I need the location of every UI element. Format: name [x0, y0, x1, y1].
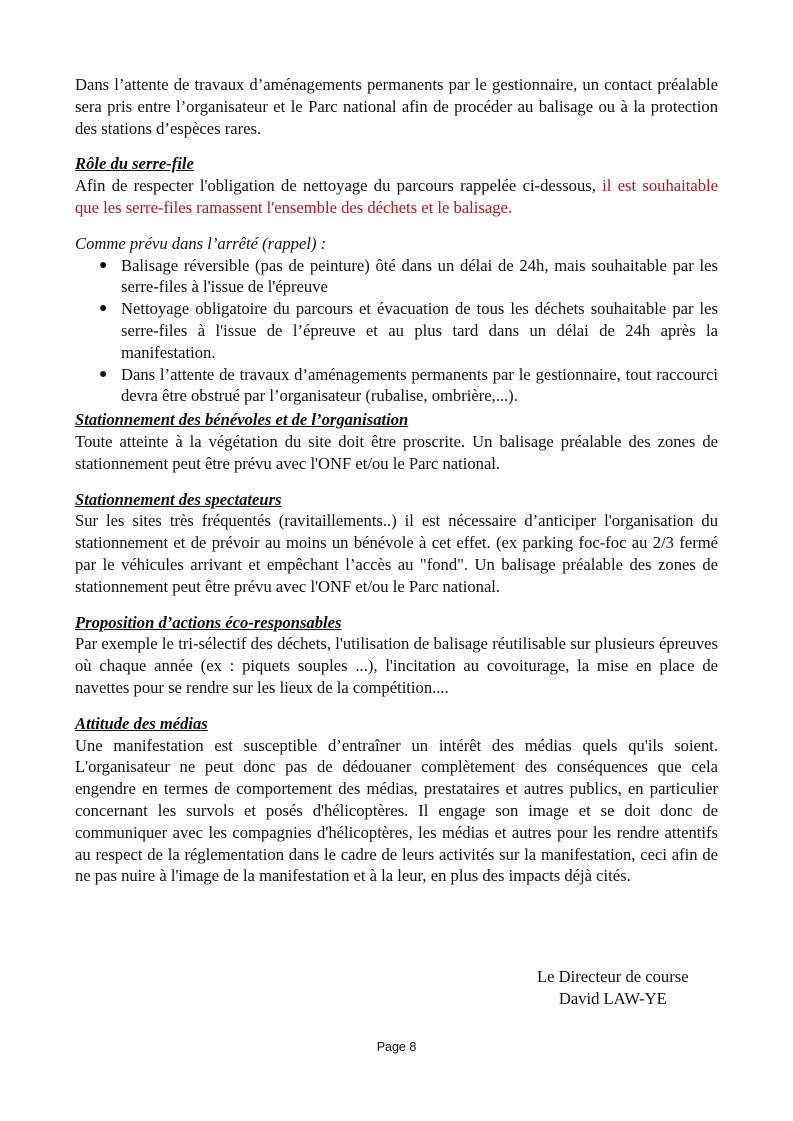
section-text: Sur les sites très fréquentés (ravitaillements..) il est nécessaire d’anticiper l'organisation du stationnement et de prévoir au moins un bénévole à cet effet. (ex parking foc-foc au 2/3 fermé par le véhicules arrivant et empêchant l’accès au "fond". Un balisage préalable des zones de stationnement peut être prévu avec l'ONF et/ou le Parc national. [75, 511, 718, 596]
list-item: ● Balisage réversible (pas de peinture) ôté dans un délai de 24h, mais souhaitable par les serre-files à l'issue de l'épreuve [99, 255, 718, 297]
bullet-icon: ● [99, 366, 108, 382]
section-heading: Rôle du serre-file [75, 154, 194, 174]
section-text: Par exemple le tri-sélectif des déchets, l'utilisation de balisage réutilisable sur plusieurs épreuves où chaque année (ex : piquets souples ...), l'incitation au covoiturage, la mise en place de navettes pour se rendre sur les lieux de la compétition.... [75, 634, 718, 697]
text-highlight-red: il est souhaitable que les serre-files ramassent l'ensemble des déchets et le balisage. [75, 176, 718, 217]
section-heading: Proposition d’actions éco-responsables [75, 612, 342, 632]
section-heading: Stationnement des spectateurs [75, 489, 282, 509]
section-serre-file [75, 153, 718, 218]
signature-name: David LAW-YE [558, 989, 667, 1008]
page-number: Page 8 [376, 1040, 417, 1054]
rappel-list [75, 255, 718, 408]
section-spectateurs [75, 489, 718, 598]
bullet-icon: ● [99, 301, 108, 317]
signature-title: Le Directeur de course [537, 967, 689, 986]
section-heading: Attitude des médias [75, 713, 208, 733]
text-normal: Afin de respecter l'obligation de nettoyage du parcours rappelée ci-dessous, [75, 176, 603, 196]
section-medias [75, 713, 718, 887]
list-item: ● Nettoyage obligatoire du parcours et évacuation de tous les déchets souhaitable par les serre-files à l'issue de l’épreuve et au plus tard dans un délai de 24h après la manifestation. [99, 299, 718, 362]
section-benevoles [75, 409, 718, 474]
section-text: Une manifestation est susceptible d’entraîner un intérêt des médias quels qu'ils soient. L'organisateur ne peut donc pas de dédouaner complètement des conséquences que cela engendre en termes de comportement des médias, prestataires et autres publics, en particulier concernant les survols et posés d'hélicoptères. Il engage son image et se doit donc de communiquer avec les compagnies d'hélicoptères, les médias et autres pour les rendre attentifs au respect de la réglementation dans le cadre de leurs activités sur la manifestation, ceci afin de ne pas nuire à l'image de la manifestation et à la leur, en plus des impacts déjà cités. [75, 735, 718, 886]
section-text: Toute atteinte à la végétation du site doit être proscrite. Un balisage préalable des zones de stationnement peut être prévu avec l'ONF et/ou le Parc national. [75, 431, 718, 473]
section-eco [75, 612, 718, 699]
section-heading: Stationnement des bénévoles et de l’organisation [75, 410, 409, 430]
document-body [75, 74, 718, 901]
section-rappel [75, 233, 718, 407]
rappel-intro: Comme prévu dans l’arrêté (rappel) : [75, 233, 327, 253]
list-item: ● Dans l’attente de travaux d’aménagements permanents par le gestionnaire, tout raccourci devra être obstrué par l’organisateur (rubalise, ombrière,...). [99, 364, 718, 406]
section-text [75, 175, 718, 219]
bullet-icon: ● [99, 257, 108, 273]
signature-block [537, 966, 689, 1010]
intro-paragraph: Dans l’attente de travaux d’aménagements permanents par le gestionnaire, un contact préalable sera pris entre l’organisateur et le Parc national afin de procéder au balisage ou à la protection des stations d’espèces rares. [75, 75, 718, 138]
